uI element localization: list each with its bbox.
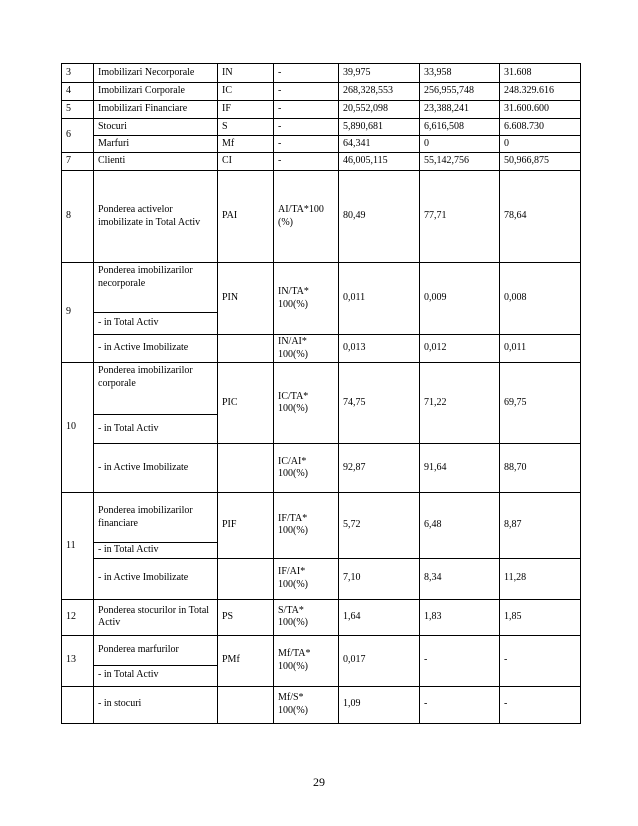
row-number: 9 bbox=[62, 263, 94, 363]
indicator-name: Imobilizari Corporale bbox=[94, 83, 218, 101]
indicator-formula: Mf/TA* 100(%) bbox=[274, 635, 339, 686]
indicator-name: Ponderea activelor imobilizate in Total Activ bbox=[94, 171, 218, 263]
indicator-formula: - bbox=[274, 101, 339, 119]
indicator-name: Stocuri bbox=[94, 119, 218, 136]
indicator-formula: - bbox=[274, 136, 339, 153]
value-year-1: 1,64 bbox=[339, 599, 420, 635]
indicator-symbol: CI bbox=[218, 153, 274, 171]
value-year-2: 23,388,241 bbox=[420, 101, 500, 119]
table-row bbox=[62, 335, 581, 363]
indicator-formula: IN/AI* 100(%) bbox=[274, 335, 339, 363]
sub-indicator-label: - in Active Imobilizate bbox=[94, 558, 218, 599]
financial-indicators-table bbox=[61, 63, 581, 724]
sub-indicator-label: - in Total Activ bbox=[94, 313, 218, 335]
indicator-formula: IC/AI* 100(%) bbox=[274, 444, 339, 493]
indicator-formula: - bbox=[274, 64, 339, 83]
value-year-1: 7,10 bbox=[339, 558, 420, 599]
row-number bbox=[62, 686, 94, 723]
indicator-symbol: Mf bbox=[218, 136, 274, 153]
value-year-1: 1,09 bbox=[339, 686, 420, 723]
indicator-symbol: IN bbox=[218, 64, 274, 83]
indicator-name: Ponderea marfurilor bbox=[94, 635, 218, 665]
value-year-1: 39,975 bbox=[339, 64, 420, 83]
row-number: 6 bbox=[62, 119, 94, 153]
indicator-symbol: PS bbox=[218, 599, 274, 635]
indicator-formula: - bbox=[274, 119, 339, 136]
row-number: 3 bbox=[62, 64, 94, 83]
value-year-1: 20,552,098 bbox=[339, 101, 420, 119]
value-year-2: 0 bbox=[420, 136, 500, 153]
indicator-name: Ponderea imobilizarilor corporale bbox=[94, 363, 218, 415]
sub-indicator-label: - in Total Activ bbox=[94, 665, 218, 686]
value-year-1: 46,005,115 bbox=[339, 153, 420, 171]
value-year-2: - bbox=[420, 686, 500, 723]
indicator-symbol: PAI bbox=[218, 171, 274, 263]
indicator-symbol bbox=[218, 558, 274, 599]
indicator-symbol: IC bbox=[218, 83, 274, 101]
indicator-formula: IN/TA* 100(%) bbox=[274, 263, 339, 335]
value-year-3: 31.600.600 bbox=[500, 101, 581, 119]
indicator-symbol: IF bbox=[218, 101, 274, 119]
value-year-2: 1,83 bbox=[420, 599, 500, 635]
table-row bbox=[62, 153, 581, 171]
value-year-3: 0 bbox=[500, 136, 581, 153]
value-year-3: 31.608 bbox=[500, 64, 581, 83]
page-number: 29 bbox=[313, 775, 325, 789]
indicator-formula: IC/TA* 100(%) bbox=[274, 363, 339, 444]
value-year-1: 5,890,681 bbox=[339, 119, 420, 136]
table-row bbox=[62, 101, 581, 119]
table-row bbox=[62, 493, 581, 543]
sub-indicator-label: - in Total Activ bbox=[94, 543, 218, 559]
indicator-formula: - bbox=[274, 83, 339, 101]
value-year-3: 0,011 bbox=[500, 335, 581, 363]
sub-indicator-label: - in Active Imobilizate bbox=[94, 335, 218, 363]
value-year-1: 74,75 bbox=[339, 363, 420, 444]
value-year-3: 11,28 bbox=[500, 558, 581, 599]
value-year-1: 0,013 bbox=[339, 335, 420, 363]
table-row bbox=[62, 136, 581, 153]
value-year-1: 0,017 bbox=[339, 635, 420, 686]
value-year-2: 6,616,508 bbox=[420, 119, 500, 136]
row-number: 7 bbox=[62, 153, 94, 171]
indicator-formula: S/TA* 100(%) bbox=[274, 599, 339, 635]
value-year-2: 77,71 bbox=[420, 171, 500, 263]
value-year-2: 6,48 bbox=[420, 493, 500, 559]
table-row bbox=[62, 599, 581, 635]
indicator-formula: IF/AI* 100(%) bbox=[274, 558, 339, 599]
value-year-2: 8,34 bbox=[420, 558, 500, 599]
value-year-1: 80,49 bbox=[339, 171, 420, 263]
value-year-2: 0,012 bbox=[420, 335, 500, 363]
indicator-symbol bbox=[218, 444, 274, 493]
indicator-name: Ponderea imobilizarilor financiare bbox=[94, 493, 218, 543]
value-year-1: 0,011 bbox=[339, 263, 420, 335]
table-row bbox=[62, 635, 581, 665]
row-number: 12 bbox=[62, 599, 94, 635]
value-year-2: 71,22 bbox=[420, 363, 500, 444]
value-year-3: 69,75 bbox=[500, 363, 581, 444]
value-year-2: 33,958 bbox=[420, 64, 500, 83]
row-number: 11 bbox=[62, 493, 94, 600]
indicator-symbol: PMf bbox=[218, 635, 274, 686]
indicator-name: Ponderea imobilizarilor necorporale bbox=[94, 263, 218, 313]
sub-indicator-label: - in stocuri bbox=[94, 686, 218, 723]
row-number: 8 bbox=[62, 171, 94, 263]
row-number: 13 bbox=[62, 635, 94, 686]
table-row bbox=[62, 444, 581, 493]
indicator-symbol: PIC bbox=[218, 363, 274, 444]
indicator-formula: IF/TA* 100(%) bbox=[274, 493, 339, 559]
sub-indicator-label: - in Active Imobilizate bbox=[94, 444, 218, 493]
value-year-2: 256,955,748 bbox=[420, 83, 500, 101]
indicator-name: Imobilizari Necorporale bbox=[94, 64, 218, 83]
value-year-3: - bbox=[500, 686, 581, 723]
indicator-symbol: PIF bbox=[218, 493, 274, 559]
table-row bbox=[62, 171, 581, 263]
value-year-1: 92,87 bbox=[339, 444, 420, 493]
indicator-name: Marfuri bbox=[94, 136, 218, 153]
indicator-name: Clienti bbox=[94, 153, 218, 171]
indicator-symbol: S bbox=[218, 119, 274, 136]
value-year-3: 1,85 bbox=[500, 599, 581, 635]
value-year-1: 64,341 bbox=[339, 136, 420, 153]
value-year-3: 8,87 bbox=[500, 493, 581, 559]
indicator-name: Imobilizari Financiare bbox=[94, 101, 218, 119]
value-year-2: - bbox=[420, 635, 500, 686]
sub-indicator-label: - in Total Activ bbox=[94, 415, 218, 444]
table-row bbox=[62, 64, 581, 83]
table-row bbox=[62, 686, 581, 723]
value-year-3: 6.608.730 bbox=[500, 119, 581, 136]
table-row bbox=[62, 119, 581, 136]
value-year-1: 268,328,553 bbox=[339, 83, 420, 101]
indicator-formula: Mf/S* 100(%) bbox=[274, 686, 339, 723]
row-number: 4 bbox=[62, 83, 94, 101]
indicator-symbol bbox=[218, 686, 274, 723]
indicator-name: Ponderea stocurilor in Total Activ bbox=[94, 599, 218, 635]
indicator-formula: AI/TA*100 (%) bbox=[274, 171, 339, 263]
table-row bbox=[62, 83, 581, 101]
value-year-3: 88,70 bbox=[500, 444, 581, 493]
table-row bbox=[62, 363, 581, 415]
value-year-3: 248.329.616 bbox=[500, 83, 581, 101]
indicator-symbol: PIN bbox=[218, 263, 274, 335]
row-number: 5 bbox=[62, 101, 94, 119]
value-year-1: 5,72 bbox=[339, 493, 420, 559]
value-year-3: - bbox=[500, 635, 581, 686]
value-year-2: 55,142,756 bbox=[420, 153, 500, 171]
table-row bbox=[62, 558, 581, 599]
table-row bbox=[62, 263, 581, 313]
value-year-3: 78,64 bbox=[500, 171, 581, 263]
value-year-3: 0,008 bbox=[500, 263, 581, 335]
value-year-2: 91,64 bbox=[420, 444, 500, 493]
row-number: 10 bbox=[62, 363, 94, 493]
indicator-symbol bbox=[218, 335, 274, 363]
value-year-2: 0,009 bbox=[420, 263, 500, 335]
value-year-3: 50,966,875 bbox=[500, 153, 581, 171]
indicator-formula: - bbox=[274, 153, 339, 171]
